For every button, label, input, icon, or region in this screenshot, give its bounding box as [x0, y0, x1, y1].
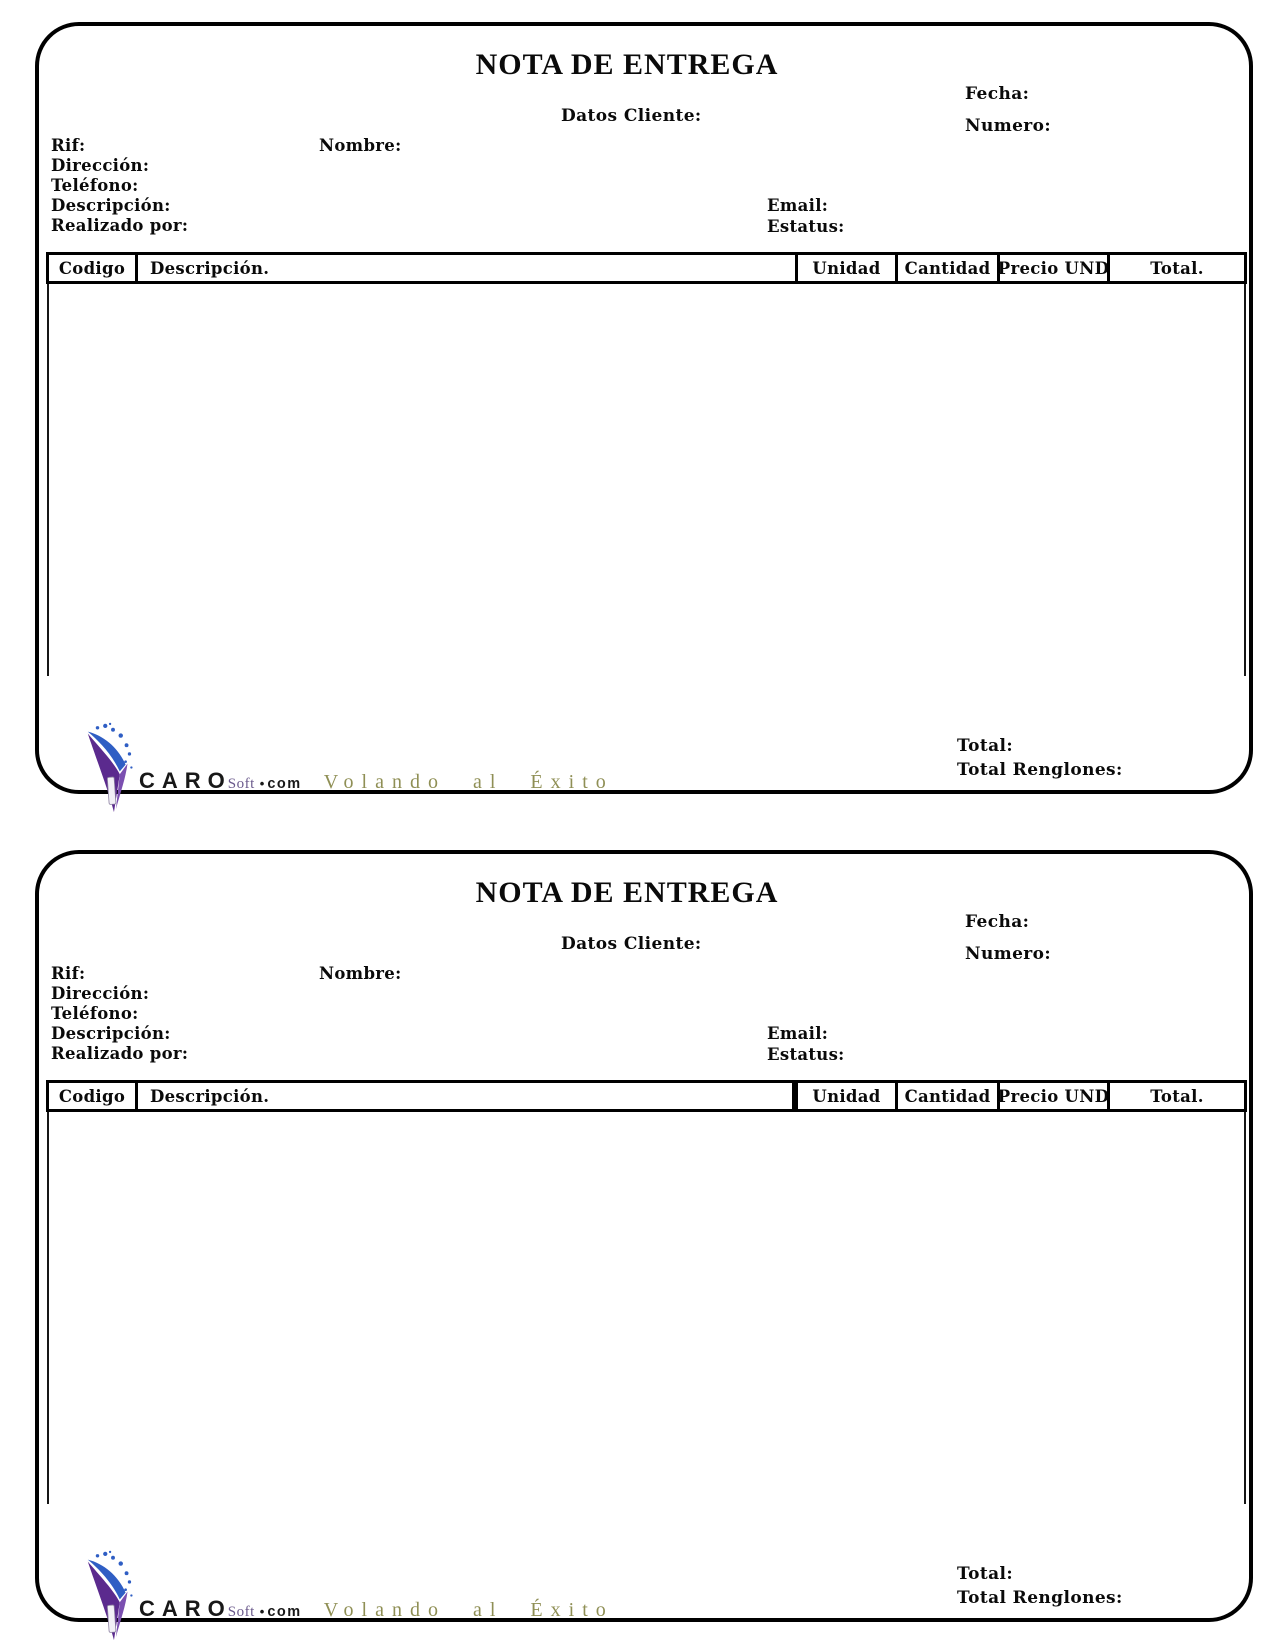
items-table-header-row [46, 252, 1247, 284]
logo-brand: CARO [139, 768, 232, 793]
column-header-unidad: Unidad [795, 255, 895, 281]
column-header-descripcion: Descripción. [135, 1083, 795, 1109]
delivery-note-copy-1 [35, 22, 1253, 794]
carosoft-logo-icon [83, 722, 143, 814]
total-renglones-label: Total Renglones: [957, 760, 1123, 780]
totals-block [957, 734, 1123, 782]
totals-block [957, 1562, 1123, 1610]
field-label-fecha: Fecha: [965, 84, 1030, 104]
column-header-codigo: Codigo [58, 258, 126, 278]
items-table-header-row [46, 1080, 1247, 1112]
column-header-total: Total. [1107, 1083, 1244, 1109]
field-label-rif: Rif: [51, 136, 86, 155]
column-header-descripcion: Descripción. [135, 255, 795, 281]
column-header-precio-und: Precio UND [997, 255, 1107, 281]
logo-tagline: Volando al Éxito [323, 771, 614, 793]
field-label-direccion: Dirección: [51, 984, 150, 1003]
column-header-cantidad: Cantidad [895, 255, 997, 281]
column-header-unidad-selected: Unidad [795, 1083, 895, 1109]
field-label-numero: Numero: [965, 944, 1052, 964]
logo-soft: Soft [227, 776, 255, 792]
page-title: NOTA DE ENTREGA [475, 48, 779, 81]
items-table [46, 1080, 1247, 1112]
carosoft-logo-text [139, 768, 614, 794]
delivery-note-copy-2 [35, 850, 1253, 1622]
column-header-precio-und: Precio UND [997, 1083, 1107, 1109]
field-label-nombre: Nombre: [319, 964, 402, 983]
logo-soft: Soft [227, 1604, 255, 1620]
column-header-codigo: Codigo [58, 1086, 126, 1106]
field-label-telefono: Teléfono: [51, 1004, 139, 1023]
field-label-email: Email: [767, 1024, 829, 1043]
page-title: NOTA DE ENTREGA [475, 876, 779, 909]
logo-domain: com [267, 776, 302, 792]
logo-brand: CARO [139, 1596, 232, 1621]
carosoft-logo-text [139, 1596, 614, 1622]
field-label-numero: Numero: [965, 116, 1052, 136]
field-label-telefono: Teléfono: [51, 176, 139, 195]
section-label-datos-cliente: Datos Cliente: [561, 106, 702, 126]
logo-bullet: • [259, 1604, 265, 1619]
logo-tagline: Volando al Éxito [323, 1599, 614, 1621]
field-label-email: Email: [767, 196, 829, 215]
logo-domain: com [267, 1604, 302, 1620]
items-table-body-empty [47, 284, 1246, 676]
field-label-descripcion: Descripción: [51, 1024, 171, 1043]
total-label: Total: [957, 736, 1014, 756]
field-label-estatus: Estatus: [767, 217, 845, 236]
column-header-total: Total. [1107, 255, 1244, 281]
total-label: Total: [957, 1564, 1014, 1584]
section-label-datos-cliente: Datos Cliente: [561, 934, 702, 954]
logo-bullet: • [259, 776, 265, 791]
field-label-nombre: Nombre: [319, 136, 402, 155]
items-table [46, 252, 1247, 284]
field-label-descripcion: Descripción: [51, 196, 171, 215]
field-label-realizado-por: Realizado por: [51, 1044, 189, 1063]
field-label-estatus: Estatus: [767, 1045, 845, 1064]
field-label-fecha: Fecha: [965, 912, 1030, 932]
carosoft-logo-icon [83, 1550, 143, 1642]
column-header-cantidad: Cantidad [895, 1083, 997, 1109]
items-table-body-empty [47, 1112, 1246, 1504]
field-label-direccion: Dirección: [51, 156, 150, 175]
field-label-rif: Rif: [51, 964, 86, 983]
total-renglones-label: Total Renglones: [957, 1588, 1123, 1608]
field-label-realizado-por: Realizado por: [51, 216, 189, 235]
